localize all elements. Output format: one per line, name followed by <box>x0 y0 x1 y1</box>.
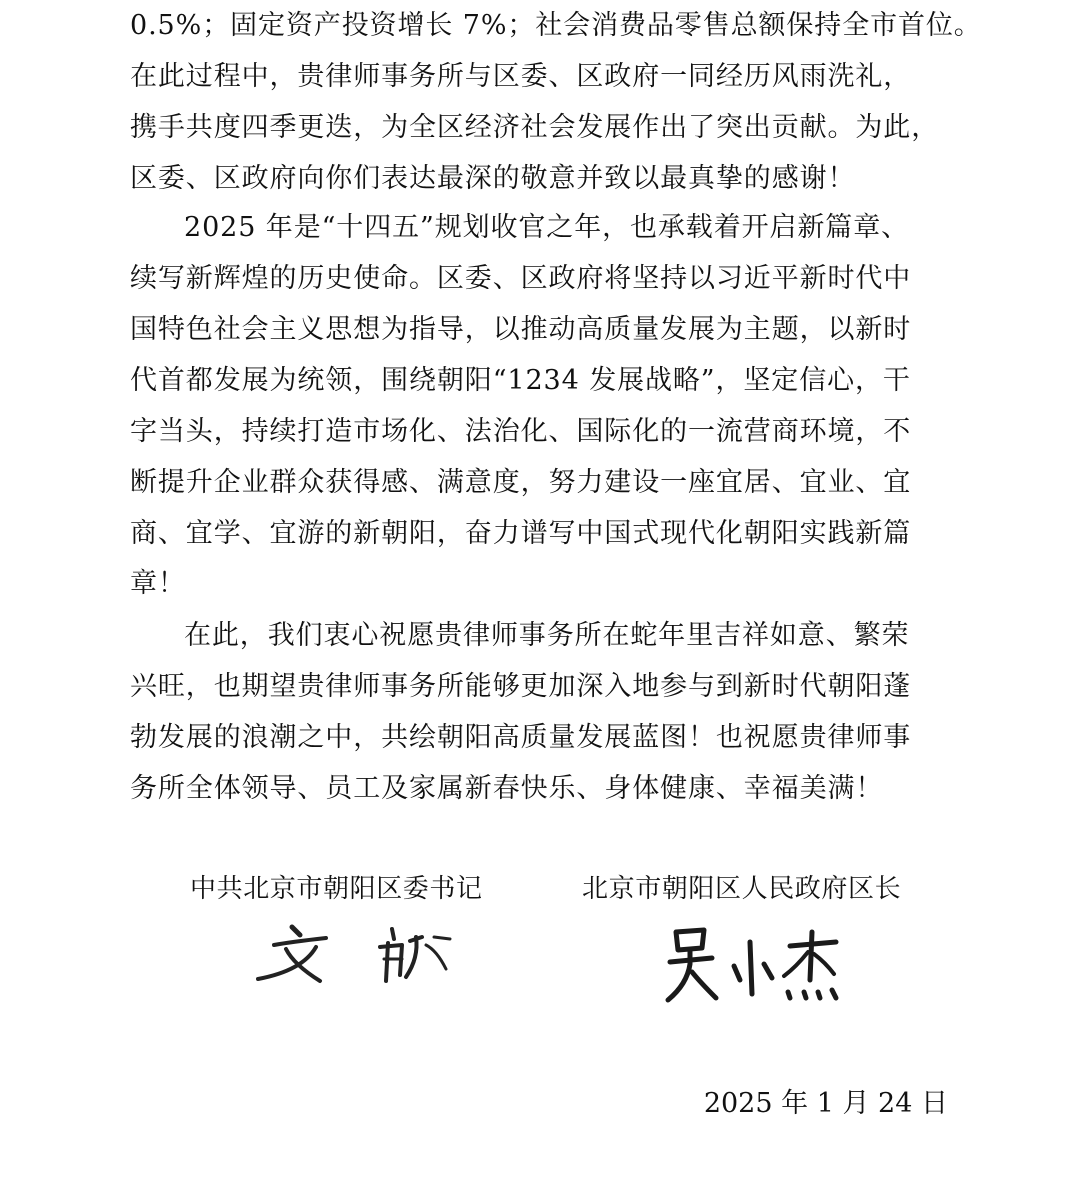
paragraph-line: 在此，我们衷心祝愿贵律师事务所在蛇年里吉祥如意、繁荣 <box>184 620 910 651</box>
paragraph-line: 续写新辉煌的历史使命。区委、区政府将坚持以习近平新时代中 <box>130 263 912 294</box>
paragraph-line: 2025 年是“十四五”规划收官之年，也承载着开启新篇章、 <box>184 212 910 243</box>
paragraph-line: 区委、区政府向你们表达最深的敬意并致以最真挚的感谢！ <box>130 163 856 194</box>
paragraph-line: 0.5%；固定资产投资增长 7%；社会消费品零售总额保持全市首位。 <box>130 10 982 41</box>
paragraph-line: 兴旺，也期望贵律师事务所能够更加深入地参与到新时代朝阳蓬 <box>130 671 912 702</box>
paragraph-line: 字当头，持续打造市场化、法治化、国际化的一流营商环境，不 <box>130 416 912 447</box>
paragraph-line: 在此过程中，贵律师事务所与区委、区政府一同经历风雨洗礼， <box>130 61 912 92</box>
paragraph-line: 务所全体领导、员工及家属新春快乐、身体健康、幸福美满！ <box>130 773 884 804</box>
paragraph-line: 勃发展的浪潮之中，共绘朝阳高质量发展蓝图！也祝愿贵律师事 <box>130 722 912 753</box>
paragraph-line: 代首都发展为统领，围绕朝阳“1234 发展战略”，坚定信心，干 <box>130 365 911 396</box>
paragraph-line: 国特色社会主义思想为指导，以推动高质量发展为主题，以新时 <box>130 314 912 345</box>
paragraph-line: 章！ <box>130 568 186 599</box>
letter-date: 2025 年 1 月 24 日 <box>703 1088 948 1119</box>
right-signer-title: 北京市朝阳区人民政府区长 <box>582 874 902 904</box>
left-signer-title: 中共北京市朝阳区委书记 <box>190 874 483 904</box>
right-signature-image <box>660 920 850 1010</box>
left-signature-image <box>250 915 470 995</box>
paragraph-line: 商、宜学、宜游的新朝阳，奋力谱写中国式现代化朝阳实践新篇 <box>130 518 912 549</box>
paragraph-line: 携手共度四季更迭，为全区经济社会发展作出了突出贡献。为此， <box>130 112 940 143</box>
paragraph-line: 断提升企业群众获得感、满意度，努力建设一座宜居、宜业、宜 <box>130 467 912 498</box>
